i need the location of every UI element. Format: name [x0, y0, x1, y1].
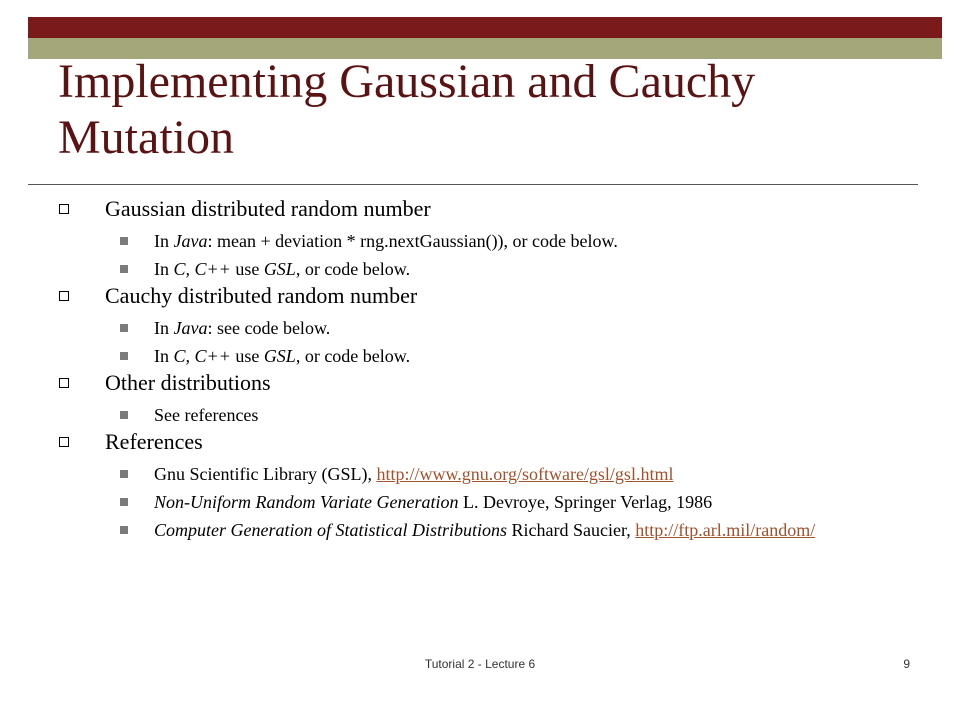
sub-bullet: Computer Generation of Statistical Distributions Richard Saucier, http://ftp.arl.mil/random/ [154, 520, 874, 540]
square-bullet-icon [120, 237, 128, 245]
slide-title: Implementing Gaussian and Cauchy Mutation [58, 55, 756, 164]
sub-bullet: Non-Uniform Random Variate Generation L. Devroye, Springer Verlag, 1986 [154, 492, 874, 512]
bullet-other-distributions [105, 369, 960, 397]
gsl-link[interactable]: http://www.gnu.org/software/gsl/gsl.html [376, 464, 674, 484]
sub-bullet: Gnu Scientific Library (GSL), http://www.gnu.org/software/gsl/gsl.html [154, 464, 874, 484]
page-number: 9 [903, 657, 910, 671]
square-bullet-icon [120, 265, 128, 273]
sub-bullet: In C, C++ use GSL, or code below. [154, 346, 874, 366]
bullet-text: References [105, 429, 203, 454]
bullet-references [105, 428, 960, 456]
square-bullet-icon [120, 526, 128, 534]
square-bullet-icon [120, 324, 128, 332]
square-bullet-icon [120, 498, 128, 506]
corner-square-light [918, 38, 942, 59]
hollow-square-bullet-icon [59, 437, 69, 447]
title-divider [28, 184, 918, 185]
corner-square-dark [918, 17, 942, 38]
bullet-gaussian [105, 195, 960, 223]
square-bullet-icon [120, 470, 128, 478]
bullet-text: Other distributions [105, 370, 271, 395]
sub-bullet: In C, C++ use GSL, or code below. [154, 259, 874, 279]
hollow-square-bullet-icon [59, 204, 69, 214]
slide-content [0, 192, 960, 540]
bullet-text: Gaussian distributed random number [105, 196, 431, 221]
sub-bullet: In Java: mean + deviation * rng.nextGaussian()), or code below. [154, 231, 874, 251]
square-bullet-icon [120, 411, 128, 419]
hollow-square-bullet-icon [59, 378, 69, 388]
bullet-cauchy [105, 282, 960, 310]
sub-bullet: In Java: see code below. [154, 318, 874, 338]
bullet-text: Cauchy distributed random number [105, 283, 418, 308]
top-bar-dark [28, 17, 918, 38]
arl-random-link[interactable]: http://ftp.arl.mil/random/ [635, 520, 816, 540]
square-bullet-icon [120, 352, 128, 360]
slide-footer: Tutorial 2 - Lecture 6 [424, 657, 536, 671]
hollow-square-bullet-icon [59, 291, 69, 301]
sub-bullet: See references [154, 405, 874, 425]
